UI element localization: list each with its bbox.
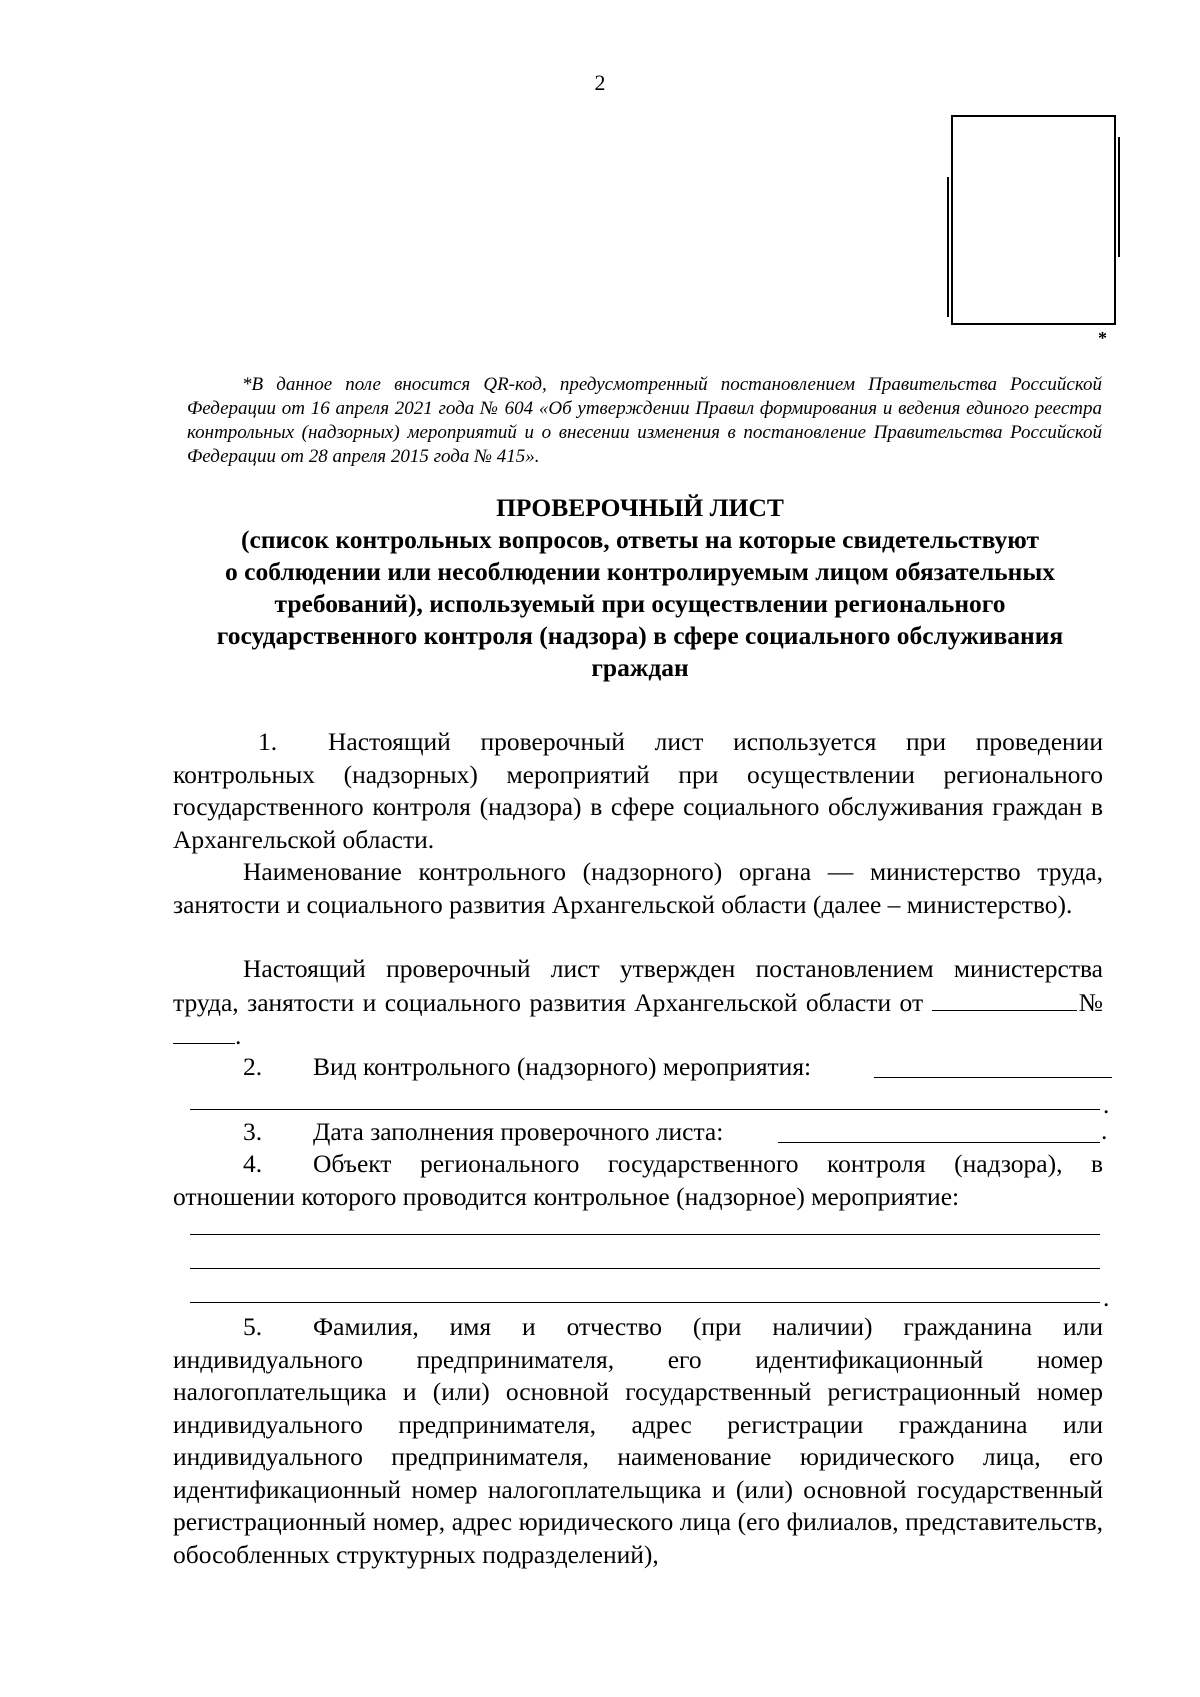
item-2-period: . <box>1103 1090 1110 1119</box>
item-5-text: Фамилия, имя и отчество (при наличии) гражданина или индивидуального предпринимателя, его идентификационный номер налогоплательщика и (или) основной государственный регистрационный номер индивидуального предпринимателя, адрес регистрации гражданина или индивидуального предпринимателя, наименование юридического лица, его идентификационный номер налогоплательщика и (или) основной государственный регистрационный номер, адрес юридического лица (его филиалов, представительств, обособленных структурных подразделений), <box>173 1312 1103 1569</box>
item-3-date-blank[interactable] <box>778 1142 1100 1143</box>
title-line-5: государственного контроля (надзора) в сфере социального обслуживания <box>216 621 1064 650</box>
item-2-blank-2[interactable] <box>190 1109 1100 1110</box>
item-1-text: Настоящий проверочный лист используется при проведении контрольных (надзорных) мероприятий при осуществлении регионального государственного контроля (надзора) в сфере социального обслуживания граждан в Архангельской области. <box>173 727 1103 854</box>
title-line-6: граждан <box>591 653 689 682</box>
item-5-number: 5. <box>243 1312 263 1341</box>
item-2-text: Вид контрольного (надзорного) мероприятия: <box>313 1052 812 1081</box>
item-3 <box>173 1116 1103 1149</box>
item-4 <box>173 1148 1103 1213</box>
item-2-blank-1[interactable] <box>874 1077 1112 1078</box>
item-3-number: 3. <box>243 1117 263 1146</box>
page-number: 2 <box>594 70 606 95</box>
item-3-text: Дата заполнения проверочного листа: <box>313 1117 724 1146</box>
item-4-number: 4. <box>243 1149 263 1178</box>
approval-date-blank[interactable] <box>932 986 1077 1011</box>
title-line-4: требований), используемый при осуществлении регионального <box>274 589 1006 618</box>
approval-period: . <box>235 1021 242 1050</box>
item-4-text: Объект регионального государственного контроля (надзора), в отношении которого проводится контрольное (надзорное) мероприятие: <box>173 1149 1103 1211</box>
approval-number-sign: № <box>1076 987 1104 1017</box>
title-line-2: (список контрольных вопросов, ответы на которые свидетельствуют <box>241 525 1039 554</box>
title-line-1: ПРОВЕРОЧНЫЙ ЛИСТ <box>496 493 784 522</box>
item-5 <box>173 1311 1103 1571</box>
approval-paragraph <box>173 953 1103 1053</box>
document-title <box>160 492 1120 684</box>
agency-paragraph: Наименование контрольного (надзорного) органа — министерство труда, занятости и социального развития Архангельской области (далее – министерство). <box>173 857 1103 919</box>
item-2 <box>173 1051 1103 1084</box>
approval-number-blank[interactable] <box>173 1019 235 1044</box>
item-4-blank-2[interactable] <box>190 1268 1100 1269</box>
approval-text: Настоящий проверочный лист утвержден постановлением министерства труда, занятости и социального развития Архангельской области от <box>173 954 1103 1017</box>
item-1 <box>173 726 1103 856</box>
item-3-period: . <box>1101 1116 1108 1145</box>
item-4-blank-3[interactable] <box>190 1302 1100 1303</box>
item-4-period: . <box>1103 1283 1110 1312</box>
qr-code-placeholder <box>951 115 1116 325</box>
qr-footnote: *В данное поле вносится QR-код, предусмотренный постановлением Правительства Российской Федерации от 16 апреля 2021 года № 604 «Об утверждении Правил формирования и ведения единого реестра контрольных (надзорных) мероприятий и о внесении изменения в постановление Правительства Российской Федерации от 28 апреля 2015 года № 415». <box>187 374 1102 467</box>
item-2-number: 2. <box>243 1052 263 1081</box>
item-4-blank-1[interactable] <box>190 1234 1100 1235</box>
title-line-3: о соблюдении или несоблюдении контролируемым лицом обязательных <box>225 557 1055 586</box>
qr-asterisk: * <box>1098 328 1107 348</box>
item-1-number: 1. <box>258 727 278 756</box>
